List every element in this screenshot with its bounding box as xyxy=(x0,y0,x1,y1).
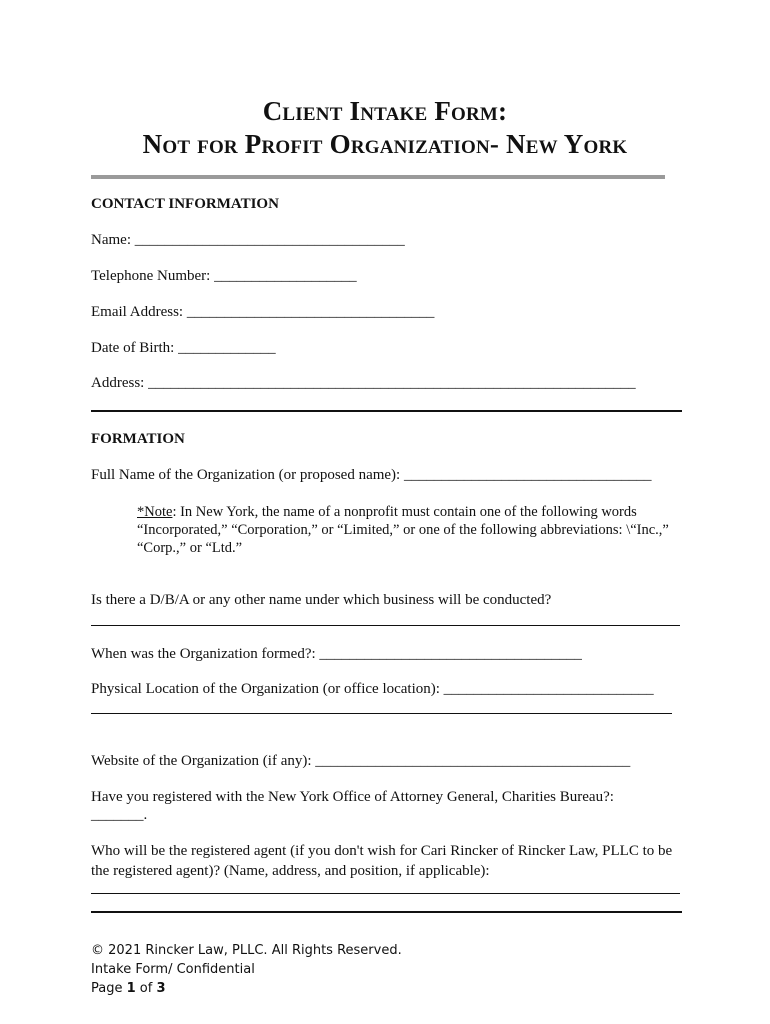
website-field[interactable]: Website of the Organization (if any): __________________________________________ xyxy=(91,753,631,769)
name-field[interactable]: Name: ____________________________________ xyxy=(91,232,405,248)
name-requirement-note xyxy=(137,503,677,557)
org-name-field[interactable]: Full Name of the Organization (or proposed name): _________________________________ xyxy=(91,467,652,483)
location-answer-line[interactable] xyxy=(91,713,672,714)
page-number xyxy=(91,979,402,998)
title-divider xyxy=(91,175,665,179)
agent-answer-line[interactable] xyxy=(91,893,680,894)
page-current: 1 xyxy=(126,981,136,996)
formed-date-field[interactable]: When was the Organization formed?: ___________________________________ xyxy=(91,646,582,662)
section-divider xyxy=(91,410,682,412)
formation-heading: FORMATION xyxy=(91,431,185,447)
telephone-field[interactable]: Telephone Number: ___________________ xyxy=(91,268,357,284)
contact-heading: CONTACT INFORMATION xyxy=(91,196,279,212)
page-prefix: Page xyxy=(91,981,127,996)
form-title-line2: Not for Profit Organization- New York xyxy=(142,129,628,159)
form-title-line1: Client Intake Form: xyxy=(262,96,508,126)
ag-registration-field[interactable]: _______. xyxy=(91,807,148,823)
ag-registration-question: Have you registered with the New York Office of Attorney General, Charities Bureau?: xyxy=(91,789,614,805)
registered-agent-question: Who will be the registered agent (if you don't wish for Cari Rincker of Rincker Law, PLLC to be the registered agent)? (Name, address, and position, if applicable): xyxy=(91,843,673,879)
page-footer xyxy=(91,941,402,998)
note-label: *Note xyxy=(137,504,173,520)
copyright-text: © 2021 Rincker Law, PLLC. All Rights Reserved. xyxy=(91,943,402,958)
page-of: of xyxy=(135,981,157,996)
note-text: : In New York, the name of a nonprofit must contain one of the following words “Incorporated,” “Corporation,” or “Limited,” or one of the following abbreviations: \“Inc.,” “Corp.,” or “Ltd.” xyxy=(137,504,669,556)
dba-question: Is there a D/B/A or any other name under which business will be conducted? xyxy=(91,592,552,608)
agent-answer-line-2[interactable] xyxy=(91,911,682,913)
dba-answer-line[interactable] xyxy=(91,625,680,626)
confidential-label: Intake Form/ Confidential xyxy=(91,962,255,977)
address-field[interactable]: Address: _________________________________________________________________ xyxy=(91,375,636,391)
email-field[interactable]: Email Address: _________________________________ xyxy=(91,304,435,320)
dob-field[interactable]: Date of Birth: _____________ xyxy=(91,340,276,356)
page-total: 3 xyxy=(156,981,166,996)
physical-location-field[interactable]: Physical Location of the Organization (or office location): ____________________________ xyxy=(91,681,654,697)
